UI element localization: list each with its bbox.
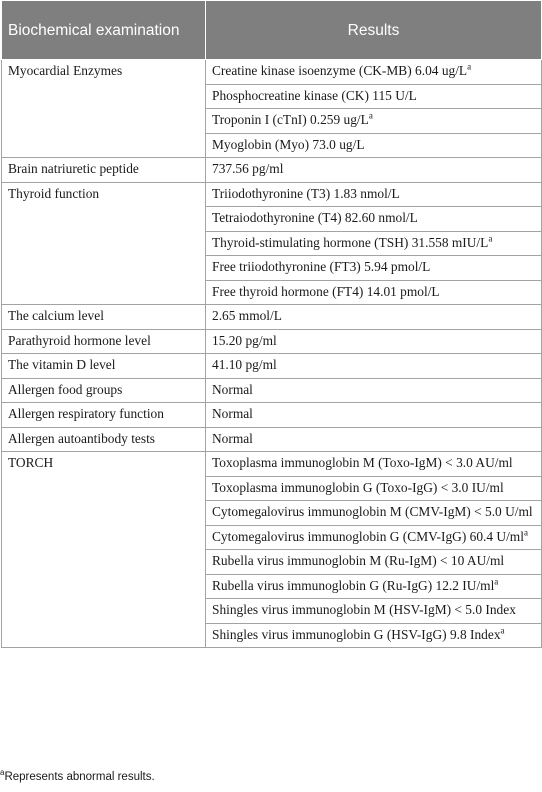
result-cell bbox=[206, 305, 542, 330]
table-header bbox=[2, 1, 542, 60]
result-text: Triiodothyronine (T3) 1.83 nmol/L bbox=[212, 185, 400, 201]
result-text: Toxoplasma immunoglobin M (Toxo-IgM) < 3.0 AU/ml bbox=[212, 455, 513, 470]
result-cell bbox=[206, 231, 542, 256]
footnote bbox=[0, 768, 155, 783]
result-cell bbox=[206, 378, 542, 403]
result-cell bbox=[206, 256, 542, 281]
result-cell bbox=[206, 280, 542, 305]
result-cell bbox=[206, 207, 542, 232]
examination-label: Allergen autoantibody tests bbox=[2, 427, 206, 452]
table-row bbox=[2, 305, 542, 330]
result-text: Creatine kinase isoenzyme (CK-MB) 6.04 ug/L bbox=[212, 63, 468, 78]
examination-label: Brain natriuretic peptide bbox=[2, 158, 206, 183]
result-text: Phosphocreatine kinase (CK) 115 U/L bbox=[212, 87, 417, 103]
result-text: Toxoplasma immunoglobin G (Toxo-IgG) < 3.0 IU/ml bbox=[212, 479, 504, 495]
examination-label: Myocardial Enzymes bbox=[2, 60, 206, 158]
footnote-text: Represents abnormal results. bbox=[4, 771, 155, 783]
result-text: Normal bbox=[212, 406, 253, 421]
abnormal-marker: a bbox=[494, 576, 499, 587]
result-text: Shingles virus immunoglobin M (HSV-IgM) < 5.0 Index bbox=[212, 602, 516, 617]
result-cell bbox=[206, 476, 542, 501]
result-text: Free triiodothyronine (FT3) 5.94 pmol/L bbox=[212, 259, 431, 274]
examination-label: Parathyroid hormone level bbox=[2, 329, 206, 354]
result-cell bbox=[206, 109, 542, 134]
examination-label: TORCH bbox=[2, 452, 206, 648]
abnormal-marker: a bbox=[523, 527, 528, 538]
table-row bbox=[2, 182, 542, 207]
table-row bbox=[2, 158, 542, 183]
result-cell bbox=[206, 427, 542, 452]
result-text: Cytomegalovirus immunoglobin M (CMV-IgM) < 5.0 U/ml bbox=[212, 504, 533, 519]
result-cell bbox=[206, 599, 542, 624]
result-cell bbox=[206, 574, 542, 599]
abnormal-marker: a bbox=[467, 61, 472, 72]
result-text: Cytomegalovirus immunoglobin G (CMV-IgG) 60.4 U/ml bbox=[212, 528, 524, 544]
table-row bbox=[2, 378, 542, 403]
result-text: Thyroid-stimulating hormone (TSH) 31.558 mIU/L bbox=[212, 234, 489, 250]
examination-label: The calcium level bbox=[2, 305, 206, 330]
examination-label: Allergen food groups bbox=[2, 378, 206, 403]
result-cell bbox=[206, 525, 542, 550]
result-text: Troponin I (cTnI) 0.259 ug/L bbox=[212, 112, 369, 127]
result-cell bbox=[206, 60, 542, 85]
result-cell bbox=[206, 133, 542, 158]
biochemical-results-table bbox=[1, 0, 542, 648]
result-cell bbox=[206, 452, 542, 477]
result-text: 41.10 pg/ml bbox=[212, 357, 277, 372]
result-cell bbox=[206, 550, 542, 575]
result-cell bbox=[206, 158, 542, 183]
result-cell bbox=[206, 354, 542, 379]
result-text: 2.65 mmol/L bbox=[212, 308, 282, 323]
result-cell bbox=[206, 84, 542, 109]
abnormal-marker: a bbox=[488, 233, 493, 244]
abnormal-marker: a bbox=[500, 625, 505, 636]
table-row bbox=[2, 354, 542, 379]
result-text: Normal bbox=[212, 430, 253, 446]
result-text: 737.56 pg/ml bbox=[212, 161, 284, 176]
result-text: 15.20 pg/ml bbox=[212, 332, 277, 348]
table-row bbox=[2, 452, 542, 477]
header-results: Results bbox=[206, 1, 542, 60]
result-text: Shingles virus immunoglobin G (HSV-IgG) 9.8 Index bbox=[212, 626, 501, 642]
result-text: Tetraiodothyronine (T4) 82.60 nmol/L bbox=[212, 210, 418, 225]
result-cell bbox=[206, 182, 542, 207]
result-text: Rubella virus immunoglobin M (Ru-IgM) < 10 AU/ml bbox=[212, 553, 505, 568]
result-text: Rubella virus immunoglobin G (Ru-IgG) 12.2 IU/ml bbox=[212, 577, 495, 593]
header-biochemical-examination: Biochemical examination bbox=[2, 1, 206, 60]
result-cell bbox=[206, 623, 542, 648]
table-row bbox=[2, 427, 542, 452]
result-text: Myoglobin (Myo) 73.0 ug/L bbox=[212, 136, 365, 152]
result-text: Normal bbox=[212, 381, 253, 397]
table-body bbox=[2, 60, 542, 648]
table-row bbox=[2, 329, 542, 354]
footnote-marker: a bbox=[0, 768, 5, 778]
examination-label: The vitamin D level bbox=[2, 354, 206, 379]
result-text: Free thyroid hormone (FT4) 14.01 pmol/L bbox=[212, 283, 440, 299]
abnormal-marker: a bbox=[368, 110, 373, 121]
result-cell bbox=[206, 403, 542, 428]
examination-label: Allergen respiratory function bbox=[2, 403, 206, 428]
table-row bbox=[2, 403, 542, 428]
table-row bbox=[2, 60, 542, 85]
examination-label: Thyroid function bbox=[2, 182, 206, 305]
result-cell bbox=[206, 329, 542, 354]
result-cell bbox=[206, 501, 542, 526]
header-row bbox=[2, 1, 542, 60]
